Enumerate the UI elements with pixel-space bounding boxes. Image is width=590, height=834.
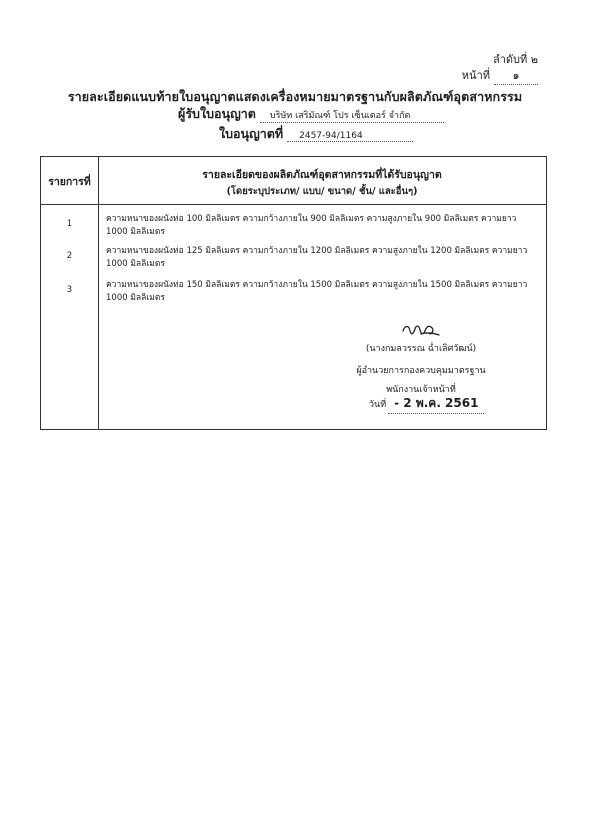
page-label: หน้าที่ (461, 69, 490, 82)
license-number (219, 124, 413, 144)
row-detail: ความหนาของผนังท่อ 125 มิลลิเมตร ความกว้างภายใน 1200 มิลลิเมตร ความสูงภายใน 1200 มิลลิเมตร ความยาว 1000 มิลลิเมตร (106, 246, 528, 269)
date-value: - 2 พ.ค. 2561 (388, 394, 484, 414)
page-value: ๑ (494, 66, 538, 85)
product-detail-table (40, 156, 547, 430)
handwritten-signature (341, 317, 501, 339)
date-label: วันที่ (369, 400, 387, 410)
row-detail: ความหนาของผนังท่อ 150 มิลลิเมตร ความกว้างภายใน 1500 มิลลิเมตร ความสูงภายใน 1500 มิลลิเมตร ความยาว 1000 มิลลิเมตร (106, 280, 528, 303)
signature-date (369, 394, 484, 414)
license-label: ใบอนุญาตที่ (219, 126, 284, 141)
row-number: 3 (66, 285, 73, 295)
signatory-position: ผู้อำนวยการกองควบคุมมาตรฐาน (356, 366, 486, 376)
header-divider (41, 204, 546, 205)
holder-label: ผู้รับใบอนุญาต (178, 106, 256, 121)
page-number (462, 66, 538, 85)
row-number: 1 (66, 219, 73, 229)
license-value: 2457-94/1164 (287, 131, 413, 142)
row-number: 2 (66, 251, 73, 261)
sequence-number: ลำดับที่ ๒ (492, 53, 538, 66)
header-item-no: รายการที่ (48, 176, 91, 188)
holder-value: บริษัท เสริมัณฑ์ โปร เซ็นเตอร์ จำกัด (260, 108, 444, 123)
signatory-role: พนักงานเจ้าหน้าที่ (386, 385, 456, 395)
signatory-name: (นางกมลวรรณ ฉ่ำเลิศวัฒน์) (365, 344, 477, 354)
license-holder (178, 104, 444, 124)
row-detail: ความหนาของผนังท่อ 100 มิลลิเมตร ความกว้างภายใน 900 มิลลิเมตร ความสูงภายใน 900 มิลลิเมตร ความยาว 1000 มิลลิเมตร (106, 214, 517, 237)
header-detail-sub: (โดยระบุประเภท/ แบบ/ ขนาด/ ชั้น/ และอื่นๆ) (226, 186, 418, 197)
header-detail: รายละเอียดของผลิตภัณฑ์อุตสาหกรรมที่ได้รับอนุญาต (202, 169, 442, 181)
document-title: รายละเอียดแนบท้ายใบอนุญาตแสดงเครื่องหมายมาตรฐานกับผลิตภัณฑ์อุตสาหกรรม (67, 89, 523, 104)
